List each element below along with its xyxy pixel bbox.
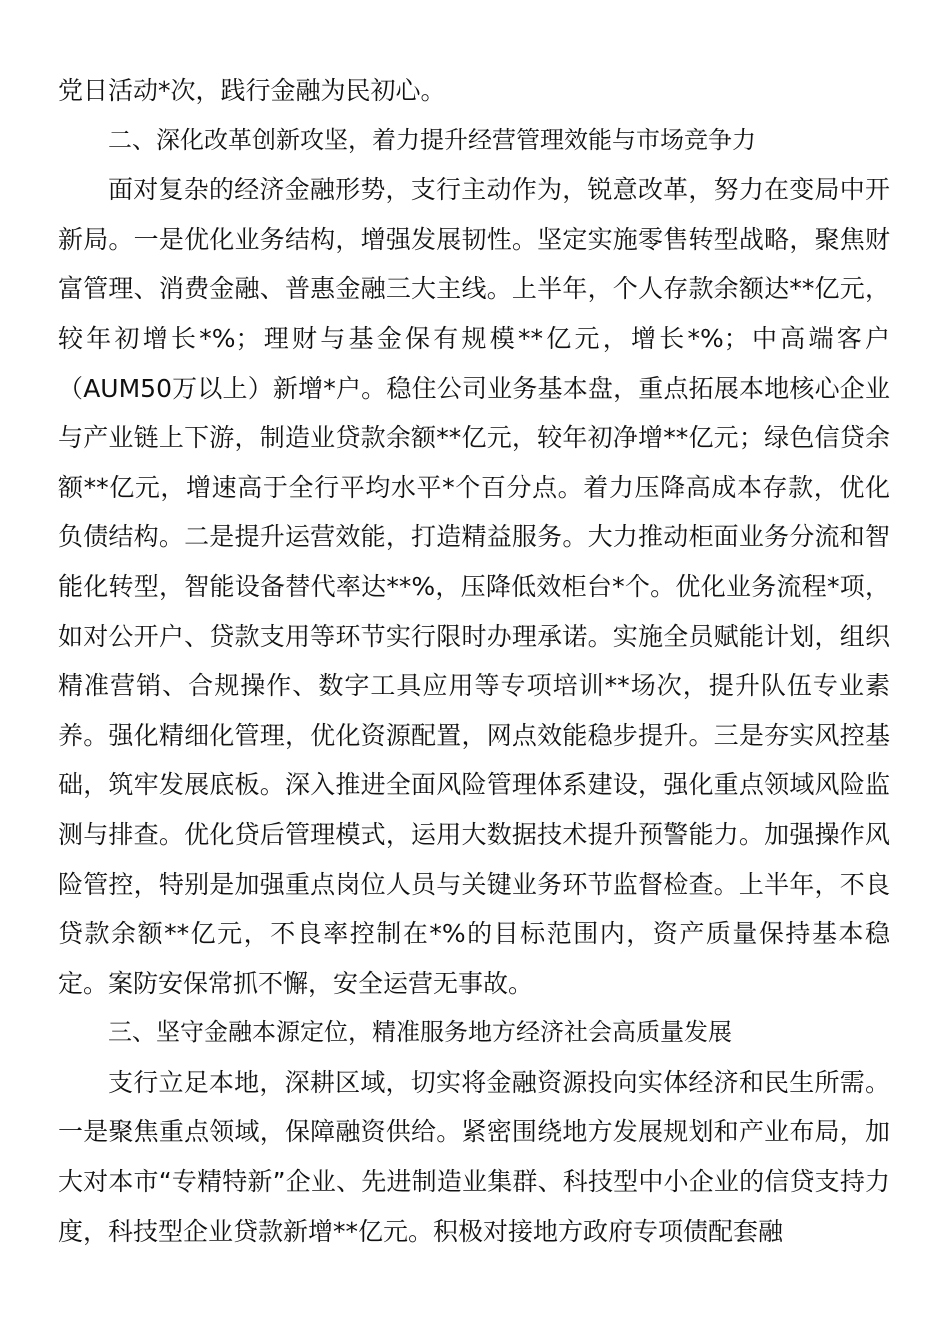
section-heading-three: 三、坚守金融本源定位，精准服务地方经济社会高质量发展: [108, 1018, 732, 1047]
paragraph-serve-local-economy: 支行立足本地，深耕区域，切实将金融资源投向实体经济和民生所需。一是聚焦重点领域，保障融资供给。紧密围绕地方发展规划和产业布局，加大对本市“专精特新”企业、先进制造业集群、科技型中小企业的信贷支持力度，科技型企业贷款新增**亿元。积极对接地方政府专项债配套融: [58, 1067, 890, 1246]
document-body: [58, 66, 890, 1256]
paragraph-reform-innovation: 面对复杂的经济金融形势，支行主动作为，锐意改革，努力在变局中开新局。一是优化业务结构，增强发展韧性。坚定实施零售转型战略，聚焦财富管理、消费金融、普惠金融三大主线。上半年，个人存款余额达**亿元，较年初增长*%；理财与基金保有规模**亿元，增长*%；中高端客户（AUM50万以上）新增*户。稳住公司业务基本盘，重点拓展本地核心企业与产业链上下游，制造业贷款余额**亿元，较年初净增**亿元；绿色信贷余额**亿元，增速高于全行平均水平*个百分点。着力压降高成本存款，优化负债结构。二是提升运营效能，打造精益服务。大力推动柜面业务分流和智能化转型，智能设备替代率达**%，压降低效柜台*个。优化业务流程*项，如对公开户、贷款支用等环节实行限时办理承诺。实施全员赋能计划，组织精准营销、合规操作、数字工具应用等专项培训**场次，提升队伍专业素养。强化精细化管理，优化资源配置，网点效能稳步提升。三是夯实风控基础，筑牢发展底板。深入推进全面风险管理体系建设，强化重点领域风险监测与排查。优化贷后管理模式，运用大数据技术提升预警能力。加强操作风险管控，特别是加强重点岗位人员与关键业务环节监督检查。上半年，不良贷款余额**亿元，不良率控制在*%的目标范围内，资产质量保持基本稳定。案防安保常抓不懈，安全运营无事故。: [58, 175, 890, 998]
paragraph-party-activities: 党日活动*次，践行金融为民初心。: [58, 76, 446, 105]
section-heading-two: 二、深化改革创新攻坚，着力提升经营管理效能与市场竞争力: [108, 125, 756, 154]
